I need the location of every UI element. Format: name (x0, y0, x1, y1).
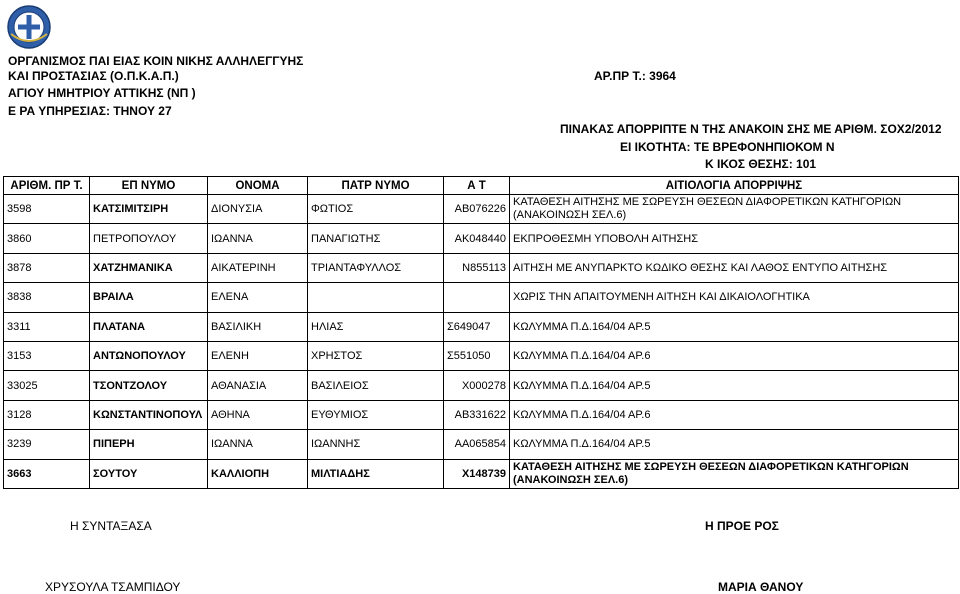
cell-name: ΕΛΕΝΗ (208, 341, 308, 370)
cell-protocol: 3128 (4, 400, 90, 429)
protocol-number: ΑΡ.ΠΡ Τ.: 3964 (594, 69, 676, 83)
cell-surname: ΠΛΑΤΑΝΑ (90, 312, 208, 341)
cell-surname: ΠΙΠΕΡΗ (90, 430, 208, 459)
table-row (4, 400, 959, 429)
cell-father: ΗΛΙΑΣ (308, 312, 444, 341)
table-row (4, 224, 959, 253)
cell-protocol: 3860 (4, 224, 90, 253)
cell-surname: ΒΡΑΙΛΑ (90, 283, 208, 312)
cell-name: ΑΘΑΝΑΣΙΑ (208, 371, 308, 400)
cell-protocol: 33025 (4, 371, 90, 400)
cell-surname: ΤΣΟΝΤΖΟΛΟΥ (90, 371, 208, 400)
table-row (4, 195, 959, 224)
cell-reason: ΑΙΤΗΣΗ ΜΕ ΑΝΥΠΑΡΚΤΟ ΚΩΔΙΚΟ ΘΕΣΗΣ ΚΑΙ ΛΑΘΟΣ ΕΝΤΥΠΟ ΑΙΤΗΣΗΣ (510, 253, 959, 282)
cell-reason: ΚΩΛΥΜΜΑ Π.Δ.164/04 ΑΡ.5 (510, 371, 959, 400)
cell-reason: ΚΑΤΑΘΕΣΗ ΑΙΤΗΣΗΣ ΜΕ ΣΩΡΕΥΣΗ ΘΕΣΕΩΝ ΔΙΑΦΟΡΕΤΙΚΩΝ ΚΑΤΗΓΟΡΙΩΝ (ΑΝΑΚΟΙΝΩΣΗ ΣΕΛ.6) (510, 459, 959, 488)
table-row (4, 459, 959, 488)
cell-father: ΠΑΝΑΓΙΩΤΗΣ (308, 224, 444, 253)
cell-protocol: 3663 (4, 459, 90, 488)
cell-id: Σ649047 (444, 312, 510, 341)
cell-id: Σ551050 (444, 341, 510, 370)
cell-surname: ΚΩΝΣΤΑΝΤΙΝΟΠΟΥΛ (90, 400, 208, 429)
col-header-name: ΟΝΟΜΑ (208, 177, 308, 195)
signature-left-title: Η ΣΥΝΤΑΞΑΣΑ (70, 519, 152, 533)
cell-surname: ΠΕΤΡΟΠΟΥΛΟΥ (90, 224, 208, 253)
specialty-label: ΕΙ ΙΚΟΤΗΤΑ: ΤΕ ΒΡΕΦΟΝΗΠΙΟΚΟΜ Ν (620, 140, 835, 154)
cell-protocol: 3598 (4, 195, 90, 224)
cell-father: ΕΥΘΥΜΙΟΣ (308, 400, 444, 429)
cell-reason: ΚΩΛΥΜΜΑ Π.Δ.164/04 ΑΡ.5 (510, 312, 959, 341)
cell-id: ΑΒ076226 (444, 195, 510, 224)
cell-name: ΑΙΚΑΤΕΡΙΝΗ (208, 253, 308, 282)
cell-father: ΒΑΣΙΛΕΙΟΣ (308, 371, 444, 400)
cell-father: ΤΡΙΑΝΤΑΦΥΛΛΟΣ (308, 253, 444, 282)
cell-name: ΒΑΣΙΛΙΚΗ (208, 312, 308, 341)
cell-protocol: 3311 (4, 312, 90, 341)
org-location: ΑΓΙΟΥ ΗΜΗΤΡΙΟΥ ΑΤΤΙΚΗΣ (ΝΠ ) (8, 86, 196, 100)
cell-id: ΑΒ331622 (444, 400, 510, 429)
org-name-line1: ΟΡΓΑΝΙΣΜΟΣ ΠΑΙ ΕΙΑΣ ΚΟΙΝ ΝΙΚΗΣ ΑΛΛΗΛΕΓΓΥΗΣ (8, 54, 304, 68)
col-header-protocol: ΑΡΙΘΜ. ΠΡ Τ. (4, 177, 90, 195)
cell-reason: ΕΚΠΡΟΘΕΣΜΗ ΥΠΟΒΟΛΗ ΑΙΤΗΣΗΣ (510, 224, 959, 253)
table-row (4, 283, 959, 312)
cell-name: ΑΘΗΝΑ (208, 400, 308, 429)
cell-father (308, 283, 444, 312)
signature-left-name: ΧΡΥΣΟΥΛΑ ΤΣΑΜΠΙΔΟΥ (45, 580, 181, 594)
cell-id (444, 283, 510, 312)
cell-father: ΧΡΗΣΤΟΣ (308, 341, 444, 370)
signature-right-title: Η ΠΡΟΕ ΡΟΣ (705, 519, 779, 533)
cell-protocol: 3239 (4, 430, 90, 459)
cell-surname: ΣΟΥΤΟΥ (90, 459, 208, 488)
cell-reason: ΚΑΤΑΘΕΣΗ ΑΙΤΗΣΗΣ ΜΕ ΣΩΡΕΥΣΗ ΘΕΣΕΩΝ ΔΙΑΦΟΡΕΤΙΚΩΝ ΚΑΤΗΓΟΡΙΩΝ (ΑΝΑΚΟΙΝΩΣΗ ΣΕΛ.6) (510, 195, 959, 224)
col-header-surname: ΕΠ ΝΥΜΟ (90, 177, 208, 195)
cell-name: ΕΛΕΝΑ (208, 283, 308, 312)
table-row (4, 312, 959, 341)
rejected-candidates-table (3, 176, 959, 489)
cell-surname: ΧΑΤΖΗΜΑΝΙΚΑ (90, 253, 208, 282)
cell-father: ΙΩΑΝΝΗΣ (308, 430, 444, 459)
cell-reason: ΚΩΛΥΜΜΑ Π.Δ.164/04 ΑΡ.6 (510, 341, 959, 370)
position-code-label: Κ ΙΚΟΣ ΘΕΣΗΣ: 101 (705, 157, 817, 171)
cell-id: Χ148739 (444, 459, 510, 488)
cell-protocol: 3153 (4, 341, 90, 370)
cell-reason: ΧΩΡΙΣ ΤΗΝ ΑΠΑΙΤΟΥΜΕΝΗ ΑΙΤΗΣΗ ΚΑΙ ΔΙΚΑΙΟΛΟΓΗΤΙΚΑ (510, 283, 959, 312)
table-row (4, 371, 959, 400)
table-row (4, 341, 959, 370)
cell-name: ΙΩΑΝΝΑ (208, 224, 308, 253)
cell-id: ΑΑ065854 (444, 430, 510, 459)
cell-father: ΜΙΛΤΙΑΔΗΣ (308, 459, 444, 488)
cell-protocol: 3838 (4, 283, 90, 312)
cell-reason: ΚΩΛΥΜΜΑ Π.Δ.164/04 ΑΡ.6 (510, 400, 959, 429)
table-title: ΠΙΝΑΚΑΣ ΑΠΟΡΡΙΠΤΕ Ν ΤΗΣ ΑΝΑΚΟΙΝ ΣΗΣ ΜΕ ΑΡΙΘΜ. ΣΟΧ2/2012 (560, 122, 942, 136)
cell-reason: ΚΩΛΥΜΜΑ Π.Δ.164/04 ΑΡ.5 (510, 430, 959, 459)
cell-surname: ΑΝΤΩΝΟΠΟΥΛΟΥ (90, 341, 208, 370)
cell-name: ΔΙΟΝΥΣΙΑ (208, 195, 308, 224)
cell-name: ΙΩΑΝΝΑ (208, 430, 308, 459)
cell-protocol: 3878 (4, 253, 90, 282)
cell-id: ΑΚ048440 (444, 224, 510, 253)
col-header-reason: ΑΙΤΙΟΛΟΓΙΑ ΑΠΟΡΡΙΨΗΣ (510, 177, 959, 195)
cell-father: ΦΩΤΙΟΣ (308, 195, 444, 224)
col-header-father: ΠΑΤΡ ΝΥΜΟ (308, 177, 444, 195)
org-name-line2: ΚΑΙ ΠΡΟΣΤΑΣΙΑΣ (Ο.Π.Κ.Α.Π.) (8, 69, 179, 83)
cell-surname: ΚΑΤΣΙΜΙΤΣΙΡΗ (90, 195, 208, 224)
table-row (4, 430, 959, 459)
table-row (4, 253, 959, 282)
table-header-row (4, 177, 959, 195)
org-address: Ε ΡΑ ΥΠΗΡΕΣΙΑΣ: ΤΗΝΟΥ 27 (8, 104, 172, 118)
cell-id: Ν855113 (444, 253, 510, 282)
cell-name: ΚΑΛΛΙΟΠΗ (208, 459, 308, 488)
signature-right-name: ΜΑΡΙΑ ΘΑΝΟΥ (718, 580, 804, 594)
cell-id: Χ000278 (444, 371, 510, 400)
col-header-id: Α Τ (444, 177, 510, 195)
coat-of-arms-emblem-icon (5, 4, 53, 50)
